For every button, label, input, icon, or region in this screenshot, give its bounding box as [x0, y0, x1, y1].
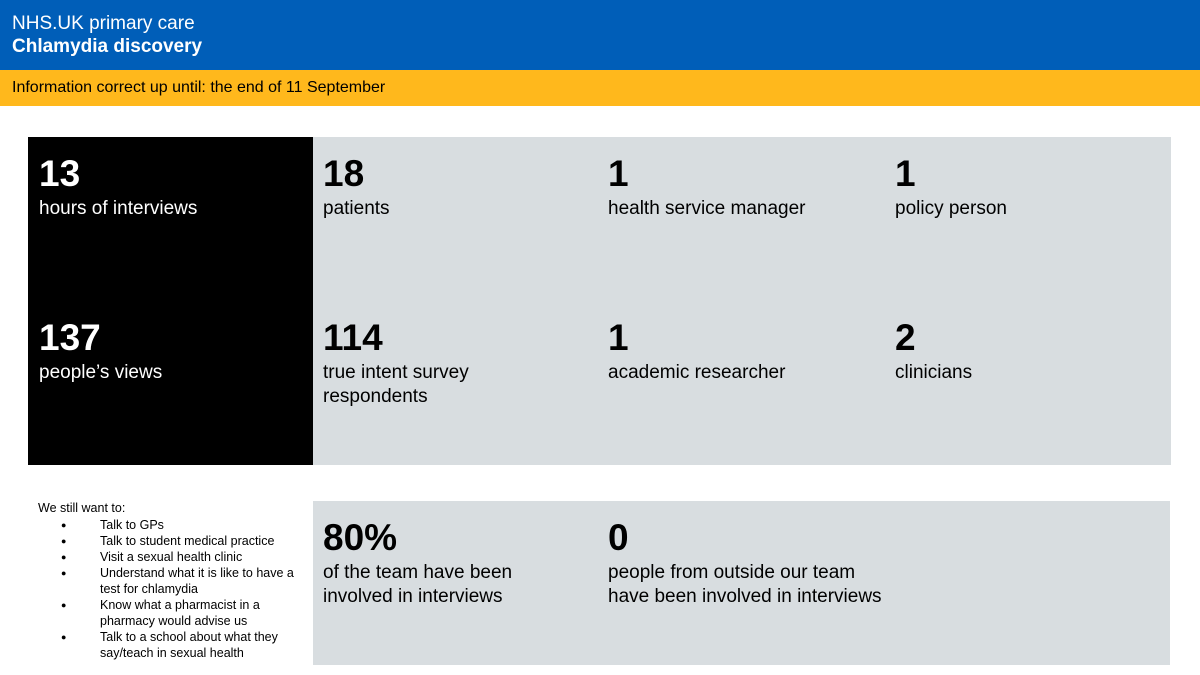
stat-value: 2: [895, 317, 916, 358]
list-item: ● Know what a pharmacist in a pharmacy would advise us: [38, 597, 308, 629]
list-heading: We still want to:: [38, 501, 126, 515]
list-item: ● Talk to GPs: [38, 517, 308, 533]
stat-label: health service manager: [608, 198, 806, 219]
stat-patients: [323, 154, 593, 221]
stat-label: academic researcher: [608, 362, 786, 383]
info-banner: [0, 70, 1200, 106]
stat-label: true intent survey respondents: [323, 362, 469, 407]
todo-items: [38, 517, 308, 661]
stat-label: people from outside our team have been involved in interviews: [608, 562, 882, 607]
stat-value: 114: [323, 317, 383, 358]
still-want-to-list: [38, 500, 308, 661]
stat-value: 0: [608, 517, 629, 558]
stat-label: people’s views: [39, 362, 163, 383]
page-header: [0, 0, 1200, 70]
stat-team-involved: [323, 518, 553, 609]
list-item: ● Talk to student medical practice: [38, 533, 308, 549]
stat-value: 18: [323, 153, 365, 194]
header-subtitle: NHS.UK primary care: [12, 13, 195, 34]
stat-survey-respondents: [323, 318, 523, 409]
stat-clinicians: [895, 318, 1165, 385]
stat-label: policy person: [895, 198, 1007, 219]
stat-value: 13: [39, 153, 81, 194]
stat-value: 80%: [323, 517, 398, 558]
info-banner-text: Information correct up until: the end of 11 September: [12, 79, 386, 96]
stat-value: 1: [608, 317, 629, 358]
stat-value: 137: [39, 317, 101, 358]
stat-value: 1: [608, 153, 629, 194]
list-item: ● Understand what it is like to have a test for chlamydia: [38, 565, 308, 597]
stat-label: patients: [323, 198, 390, 219]
stat-outside-team: [608, 518, 883, 609]
list-item: ● Visit a sexual health clinic: [38, 549, 308, 565]
stat-health-service-manager: [608, 154, 878, 221]
stat-academic-researcher: [608, 318, 878, 385]
stat-label: clinicians: [895, 362, 973, 383]
stat-policy-person: [895, 154, 1165, 221]
page-title: Chlamydia discovery: [12, 36, 203, 57]
stat-label: of the team have been involved in interviews: [323, 562, 513, 607]
stat-value: 1: [895, 153, 916, 194]
stat-hours-interviews: [39, 154, 309, 221]
list-item: ● Talk to a school about what they say/teach in sexual health: [38, 629, 308, 661]
stat-peoples-views: [39, 318, 309, 385]
stat-label: hours of interviews: [39, 198, 198, 219]
